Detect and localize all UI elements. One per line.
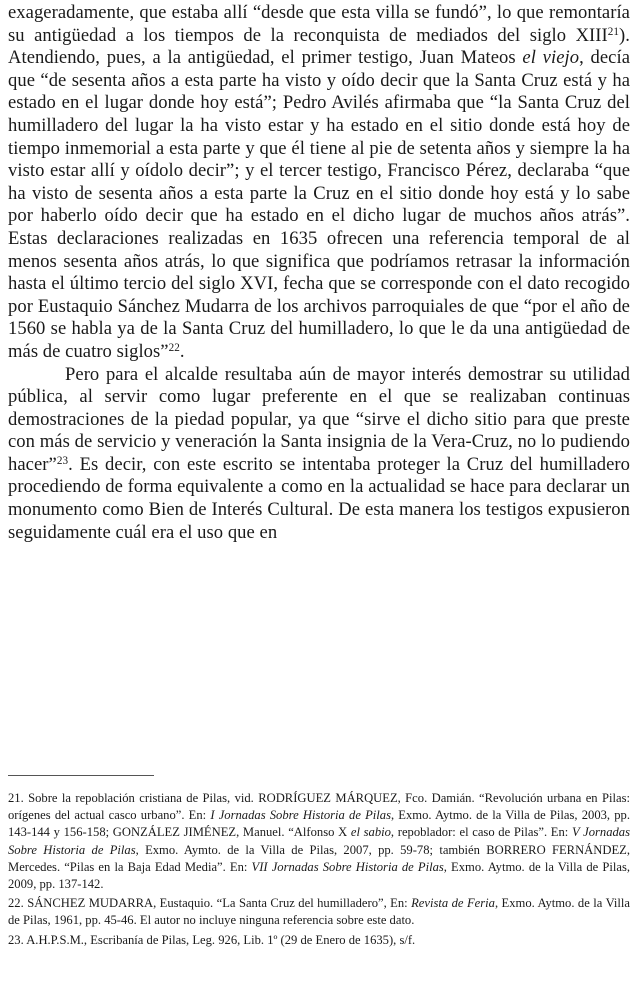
footnote-21 xyxy=(8,790,630,893)
text-run: 23. A.H.P.S.M., Escribanía de Pilas, Leg. 926, Lib. 1º (29 de Enero de 1635), s/f. xyxy=(8,932,416,947)
footnote-22 xyxy=(8,895,630,929)
paragraph-1 xyxy=(8,2,630,364)
footnote-23 xyxy=(8,932,630,949)
text-run: , repoblador: el caso de Pilas”. En: xyxy=(390,825,572,840)
footnote-ref: 22 xyxy=(168,341,180,354)
footnote-ref: 21 xyxy=(607,25,620,38)
text-run: exageradamente, que estaba allí “desde que esta villa se fundó”, lo que remontaría su antigüedad a los tiempos de la reconquista de mediados del siglo XIII xyxy=(8,2,630,46)
text-run: ). Atendiendo, pues, a la antigüedad, el primer testigo, Juan Mateos xyxy=(8,24,630,69)
text-run: , Exmo. Aytmo. de la Villa de Pilas, 2009, pp. 137-142. xyxy=(8,859,631,892)
body-text xyxy=(8,2,630,544)
footnotes xyxy=(8,790,630,951)
text-run: . Es decir, con este escrito se intentaba proteger la Cruz del humilladero procediendo de forma equivalente a como en la actualidad se hace para declarar un monumento como Bien de Interés Cultural. De esta manera los testigos expusieron seguidamente cuál era el uso que en xyxy=(8,453,630,543)
text-run: , Exmo. Aymto. de la Villa de Pilas, 2007, pp. 59-78; también BORRERO FERNÁNDEZ, Mercedes. “Pilas en la Baja Edad Media”. En: xyxy=(8,842,630,874)
text-run: , Exmo. Aytmo. de la Villa de Pilas, 2003, pp. 143-144 y 156-158; GONZÁLEZ JIMÉNEZ, Manuel. “Alfonso X xyxy=(8,808,630,840)
text-run: 22. SÁNCHEZ MUDARRA, Eustaquio. “La Santa Cruz del humilladero”, En: xyxy=(8,896,412,911)
text-run: 21. Sobre la repoblación cristiana de Pilas, vid. RODRÍGUEZ MÁRQUEZ, Fco. Damián. “Revolución urbana en Pilas: orígenes del actual casco urbano”. En: xyxy=(8,791,630,823)
text-run: Pero para el alcalde resultaba aún de mayor interés demostrar su utilidad pública, al servir como lugar preferente en el que se realizaban continuas demostraciones de la piedad popular, ya que “sirve el dicho sitio para que preste con más de servicio y veneración la Santa insignia de la Vera-Cruz, no lo pudiendo hacer” xyxy=(8,363,630,475)
paragraph-2 xyxy=(8,364,630,545)
italic-text: I Jornadas Sobre Historia de Pilas xyxy=(210,808,391,823)
italic-text: Revista de Feria xyxy=(411,896,495,911)
italic-text: el sabio xyxy=(350,825,391,840)
italic-text: VII Jornadas Sobre Historia de Pilas xyxy=(251,859,444,874)
italic-text: V Jornadas Sobre Historia de Pilas xyxy=(8,825,630,857)
text-run: , decía que “de sesenta años a esta parte ha visto y oído decir que la Santa Cruz está y ha estado en el lugar donde hoy está”; Pedro Avilés afirmaba que “la Santa Cruz del humilladero del lugar la ha visto estar y ha estado en el sitio donde está hoy de tiempo inmemorial a esta parte y que él tiene al pie de setenta años y siempre la ha visto estar allí y oídolo decir”; y el tercer testigo, Francisco Pérez, declaraba “que ha visto de sesenta años a esta parte la Cruz en el sitio donde hoy está y lo sabe por haberlo oído decir que ha estado en el dicho lugar de muchos años atrás”. Estas declaraciones realizadas en 1635 ofrecen una referencia temporal de al menos sesenta años atrás, lo que significa que podríamos retrasar la información hasta el último tercio del siglo XVI, fecha que se corresponde con el dato recogido por Eustaquio Sánchez Mudarra de los archivos parroquiales de que “por el año de 1560 se habla ya de la Santa Cruz del humilladero, lo que le da una antigüedad de más de cuatro siglos” xyxy=(8,47,631,362)
text-run: , Exmo. Aytmo. de la Villa de Pilas, 1961, pp. 45-46. El autor no incluye ninguna referencia sobre este dato. xyxy=(8,896,630,928)
footnote-ref: 23 xyxy=(56,454,69,467)
italic-text: el viejo xyxy=(522,47,580,69)
text-run: . xyxy=(179,340,185,362)
footnote-separator xyxy=(8,775,154,776)
